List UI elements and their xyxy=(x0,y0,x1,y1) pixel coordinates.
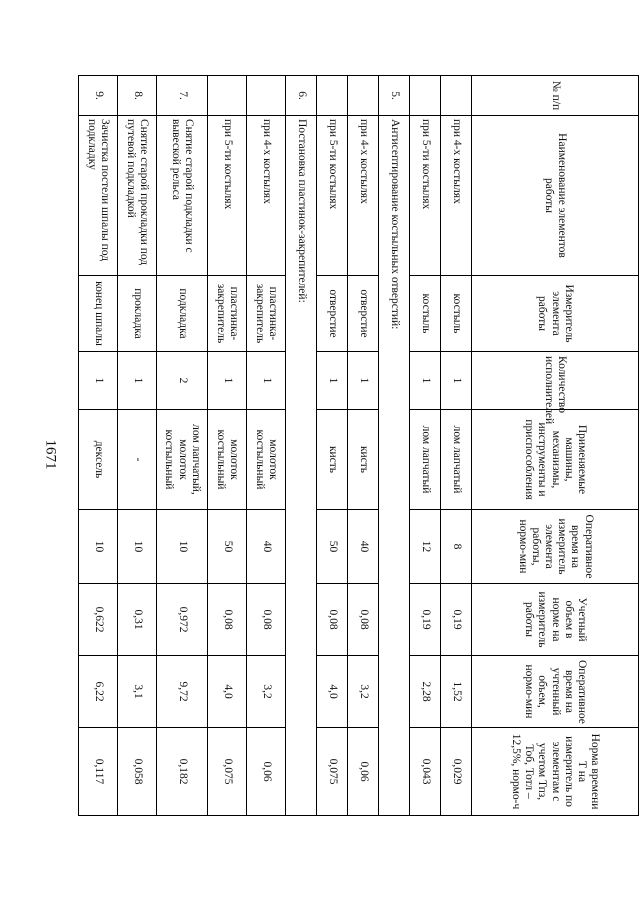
row-volume: 0,08 xyxy=(247,584,286,656)
row-name: Снятие старой прокладки под путевой подкладкой xyxy=(118,116,157,276)
header-row xyxy=(472,76,639,816)
rotated-table-sheet xyxy=(86,75,639,815)
section-row xyxy=(286,76,317,816)
row-meter: отверстие xyxy=(348,276,379,352)
row-performers: 1 xyxy=(118,352,157,410)
row-performers: 1 xyxy=(317,352,348,410)
row-num: 8. xyxy=(118,76,157,116)
row-volume: 0,31 xyxy=(118,584,157,656)
row-performers: 1 xyxy=(348,352,379,410)
row-num: 6. xyxy=(286,76,317,116)
table-row xyxy=(208,76,247,816)
row-name: при 5-ти костылях xyxy=(208,116,247,276)
section-title: Постановка пластинок-закрепителей: xyxy=(286,116,317,816)
row-volume: 0,972 xyxy=(157,584,208,656)
row-name: при 4-х костылях xyxy=(441,116,472,276)
header-norm: Норма времени Т на измеритель по элементам с учетом Тпз, Тоб, Тотл – 12,5%, нормо-ч xyxy=(472,728,639,816)
row-op-time: 10 xyxy=(157,510,208,584)
row-op-time-volume: 4,0 xyxy=(317,656,348,728)
row-op-time: 8 xyxy=(441,510,472,584)
header-volume: Учетный объем в норме на измеритель работы xyxy=(472,584,639,656)
row-num xyxy=(410,76,441,116)
row-performers: 1 xyxy=(441,352,472,410)
row-performers: 1 xyxy=(247,352,286,410)
row-name: Зачистка постели шпалы под подкладку xyxy=(79,116,118,276)
header-name: Наименование элементов работы xyxy=(472,116,639,276)
row-op-time-volume: 2,28 xyxy=(410,656,441,728)
row-num: 9. xyxy=(79,76,118,116)
row-op-time: 50 xyxy=(317,510,348,584)
table-row xyxy=(348,76,379,816)
row-op-time: 12 xyxy=(410,510,441,584)
row-op-time-volume: 6,22 xyxy=(79,656,118,728)
row-performers: 1 xyxy=(208,352,247,410)
row-name: при 5-ти костылях xyxy=(317,116,348,276)
row-tools: лом лапчатый xyxy=(441,410,472,510)
row-tools: кисть xyxy=(317,410,348,510)
row-tools: дексель xyxy=(79,410,118,510)
page-number: 1671 xyxy=(42,439,59,470)
row-meter: костыль xyxy=(441,276,472,352)
row-op-time: 10 xyxy=(79,510,118,584)
row-norm: 0,058 xyxy=(118,728,157,816)
row-tools: лом лапчатый, молоток костыльный xyxy=(157,410,208,510)
table-row xyxy=(410,76,441,816)
row-op-time-volume: 1,52 xyxy=(441,656,472,728)
header-tools: Применяемые машины, механизмы, инструменты и приспособления xyxy=(472,410,639,510)
row-volume: 0,08 xyxy=(317,584,348,656)
row-meter: конец шпалы xyxy=(79,276,118,352)
row-norm: 0,043 xyxy=(410,728,441,816)
row-tools: молоток костыльный xyxy=(208,410,247,510)
table-row xyxy=(441,76,472,816)
header-meter: Измеритель элемента работы xyxy=(472,276,639,352)
row-volume: 0,19 xyxy=(410,584,441,656)
row-num xyxy=(441,76,472,116)
row-meter: отверстие xyxy=(317,276,348,352)
row-norm: 0,075 xyxy=(208,728,247,816)
section-row xyxy=(379,76,410,816)
row-tools: - xyxy=(118,410,157,510)
table-row xyxy=(317,76,348,816)
row-norm: 0,117 xyxy=(79,728,118,816)
row-num: 5. xyxy=(379,76,410,116)
row-volume: 0,19 xyxy=(441,584,472,656)
table-row xyxy=(157,76,208,816)
row-norm: 0,029 xyxy=(441,728,472,816)
row-name: при 4-х костылях xyxy=(348,116,379,276)
row-norm: 0,06 xyxy=(247,728,286,816)
row-num xyxy=(208,76,247,116)
row-volume: 0,622 xyxy=(79,584,118,656)
row-meter: костыль xyxy=(410,276,441,352)
row-op-time: 40 xyxy=(348,510,379,584)
row-tools: лом лапчатый xyxy=(410,410,441,510)
table-row xyxy=(118,76,157,816)
header-op-time-volume: Оперативное время на учтенный объем, нормо-мин xyxy=(472,656,639,728)
row-op-time: 50 xyxy=(208,510,247,584)
row-op-time-volume: 9,72 xyxy=(157,656,208,728)
row-performers: 1 xyxy=(410,352,441,410)
header-performers: Количество исполнителей xyxy=(472,352,639,410)
row-op-time: 40 xyxy=(247,510,286,584)
row-name: при 4-х костылях xyxy=(247,116,286,276)
row-performers: 1 xyxy=(79,352,118,410)
row-num xyxy=(247,76,286,116)
row-tools: кисть xyxy=(348,410,379,510)
header-num: № п/п xyxy=(472,76,639,116)
row-norm: 0,075 xyxy=(317,728,348,816)
table-row xyxy=(79,76,118,816)
row-norm: 0,06 xyxy=(348,728,379,816)
row-meter: пластинка-закрепитель xyxy=(247,276,286,352)
row-volume: 0,08 xyxy=(208,584,247,656)
row-op-time: 10 xyxy=(118,510,157,584)
row-norm: 0,182 xyxy=(157,728,208,816)
row-tools: молоток костыльный xyxy=(247,410,286,510)
row-op-time-volume: 3,1 xyxy=(118,656,157,728)
row-op-time-volume: 4,0 xyxy=(208,656,247,728)
row-meter: прокладка xyxy=(118,276,157,352)
row-num xyxy=(317,76,348,116)
header-op-time: Оперативное время на измеритель элемента работы, нормо-мин xyxy=(472,510,639,584)
row-name: при 5-ти костылях xyxy=(410,116,441,276)
section-title: Антисептирование костыльных отверстий: xyxy=(379,116,410,816)
norms-table xyxy=(78,75,639,816)
row-meter: пластинка-закрепитель xyxy=(208,276,247,352)
table-row xyxy=(247,76,286,816)
row-num: 7. xyxy=(157,76,208,116)
row-op-time-volume: 3,2 xyxy=(247,656,286,728)
row-num xyxy=(348,76,379,116)
row-op-time-volume: 3,2 xyxy=(348,656,379,728)
row-name: Снятие старой подкладки с вывеской рельса xyxy=(157,116,208,276)
row-meter: подкладка xyxy=(157,276,208,352)
row-volume: 0,08 xyxy=(348,584,379,656)
row-performers: 2 xyxy=(157,352,208,410)
